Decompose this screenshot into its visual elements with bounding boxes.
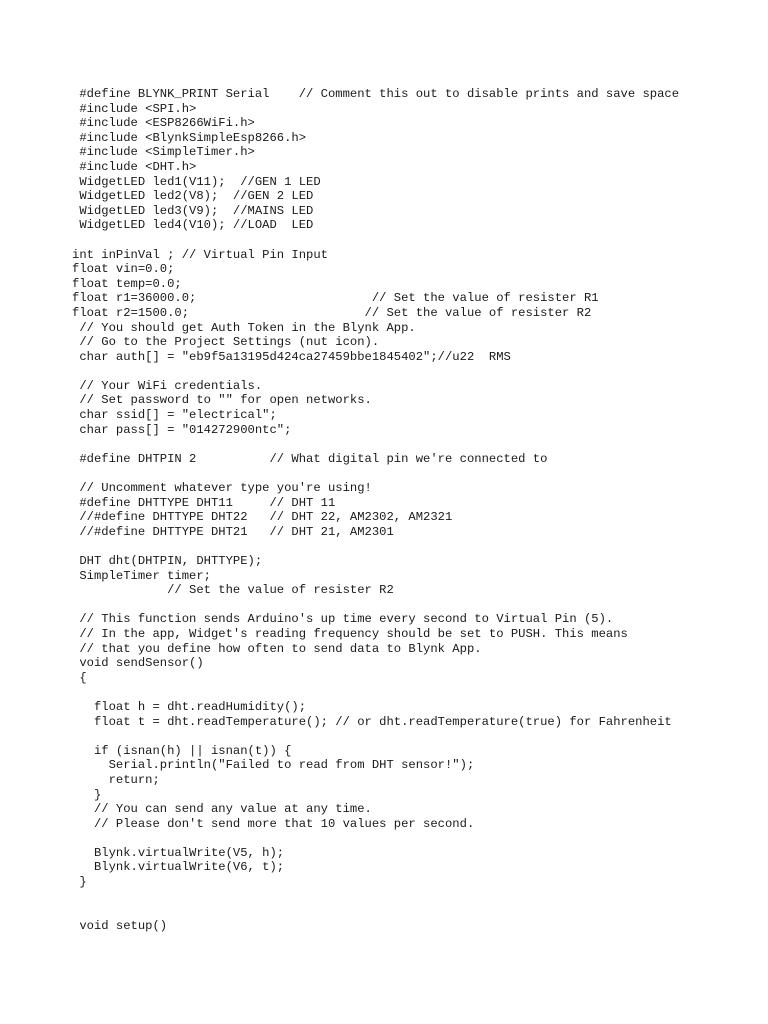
code-line: Blynk.virtualWrite(V6, t); — [72, 860, 285, 875]
code-line — [72, 890, 762, 905]
code-line: // Go to the Project Settings (nut icon). — [72, 335, 380, 350]
code-line: // In the app, Widget's reading frequency should be set to PUSH. This means — [72, 626, 628, 641]
code-line: float temp=0.0; — [72, 276, 182, 291]
code-line: WidgetLED led3(V9); //MAINS LED — [72, 203, 314, 218]
code-line: float vin=0.0; — [72, 262, 175, 277]
code-line: if (isnan(h) || isnan(t)) { — [72, 743, 292, 758]
code-line: return; — [72, 772, 160, 787]
code-line — [72, 539, 762, 554]
code-line: SimpleTimer timer; — [72, 568, 211, 583]
code-line: } — [72, 787, 102, 802]
code-line — [72, 831, 762, 846]
code-line — [72, 233, 762, 248]
code-line: float r1=36000.0; // Set the value of resister R1 — [72, 291, 599, 306]
code-line: float h = dht.readHumidity(); — [72, 699, 307, 714]
code-line: int inPinVal ; // Virtual Pin Input — [72, 247, 328, 262]
code-line: //#define DHTTYPE DHT21 // DHT 21, AM2301 — [72, 524, 394, 539]
code-line: #include <SPI.h> — [72, 101, 197, 116]
code-line — [72, 904, 762, 919]
code-line: void setup() — [72, 918, 168, 933]
code-line: // You can send any value at any time. — [72, 802, 372, 817]
code-line: WidgetLED led4(V10); //LOAD LED — [72, 218, 314, 233]
code-line: char ssid[] = "electrical"; — [72, 408, 277, 423]
code-line: // Set password to "" for open networks. — [72, 393, 372, 408]
code-line: #include <BlynkSimpleEsp8266.h> — [72, 130, 307, 145]
code-line: } — [72, 875, 87, 890]
code-line: float t = dht.readTemperature(); // or dht.readTemperature(true) for Fahrenheit — [72, 714, 672, 729]
code-line: void sendSensor() — [72, 656, 204, 671]
code-line: // Set the value of resister R2 — [72, 583, 394, 598]
code-line: #define DHTPIN 2 // What digital pin we're connected to — [72, 451, 548, 466]
code-line: #include <DHT.h> — [72, 159, 197, 174]
code-line: float r2=1500.0; // Set the value of resister R2 — [72, 305, 592, 320]
code-line: { — [72, 670, 87, 685]
code-line — [72, 729, 762, 744]
code-line: //#define DHTTYPE DHT22 // DHT 22, AM2302, AM2321 — [72, 510, 453, 525]
code-listing — [72, 87, 762, 933]
code-line — [72, 685, 762, 700]
code-line: // Please don't send more that 10 values per second. — [72, 816, 475, 831]
code-line: // This function sends Arduino's up time every second to Virtual Pin (5). — [72, 612, 614, 627]
code-line: char auth[] = "eb9f5a13195d424ca27459bbe1845402";//u22 RMS — [72, 349, 511, 364]
code-line: Blynk.virtualWrite(V5, h); — [72, 845, 285, 860]
code-line: #include <ESP8266WiFi.h> — [72, 116, 255, 131]
code-line: WidgetLED led1(V11); //GEN 1 LED — [72, 174, 321, 189]
code-line — [72, 437, 762, 452]
code-line: char pass[] = "014272900ntc"; — [72, 422, 292, 437]
code-line: WidgetLED led2(V8); //GEN 2 LED — [72, 189, 314, 204]
code-line: // Your WiFi credentials. — [72, 378, 263, 393]
code-line: // You should get Auth Token in the Blynk App. — [72, 320, 416, 335]
code-line — [72, 598, 762, 613]
code-line: // Uncomment whatever type you're using! — [72, 481, 372, 496]
code-line: #include <SimpleTimer.h> — [72, 145, 255, 160]
code-line: Serial.println("Failed to read from DHT sensor!"); — [72, 758, 475, 773]
code-line — [72, 364, 762, 379]
code-line: DHT dht(DHTPIN, DHTTYPE); — [72, 554, 263, 568]
code-line: #define BLYNK_PRINT Serial // Comment this out to disable prints and save space — [72, 87, 680, 101]
code-line — [72, 466, 762, 481]
code-line: // that you define how often to send data to Blynk App. — [72, 641, 482, 656]
code-line: #define DHTTYPE DHT11 // DHT 11 — [72, 495, 336, 510]
